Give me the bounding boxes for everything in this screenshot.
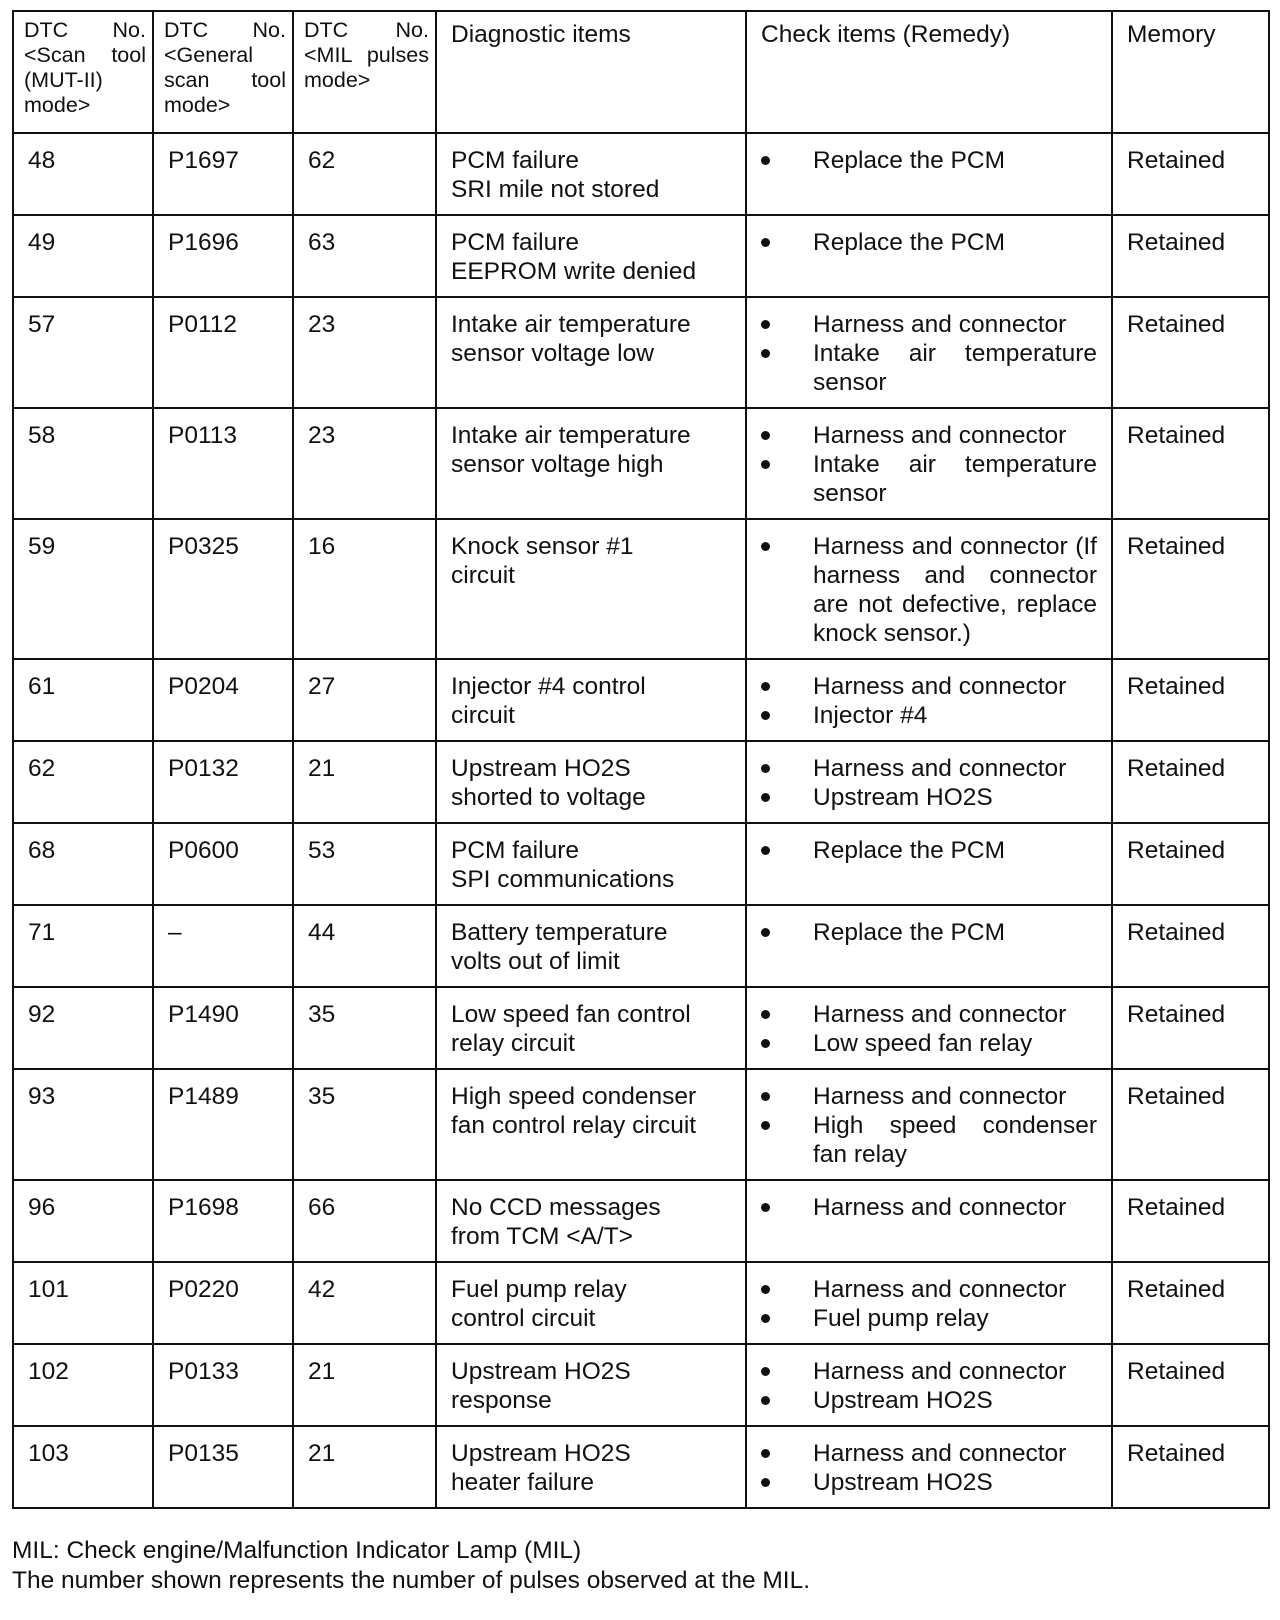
- bullet-icon: [761, 431, 770, 440]
- check-item-text: Injector #4: [813, 702, 928, 729]
- diagnostic-item: [436, 297, 746, 408]
- dtc-mil-pulses: 16: [293, 519, 436, 659]
- check-item-text: Replace the PCM: [813, 229, 1006, 256]
- check-item: [761, 783, 1097, 812]
- memory-status: Retained: [1112, 1426, 1269, 1508]
- check-items: [746, 215, 1112, 297]
- header-general-scan-tool: DTC No. <General scan tool mode>: [153, 11, 293, 133]
- diagnostic-line: relay circuit: [451, 1030, 575, 1057]
- check-item: [761, 1386, 1097, 1415]
- diagnostic-line: EEPROM write denied: [451, 258, 697, 285]
- diagnostic-line: High speed condenser: [451, 1083, 697, 1110]
- diagnostic-line: Upstream HO2S: [451, 1358, 631, 1385]
- bullet-icon: [761, 349, 770, 358]
- dtc-scan-tool-code: 96: [13, 1180, 153, 1262]
- table-row: [13, 823, 1269, 905]
- check-item-text: Harness and connector: [813, 1276, 1067, 1303]
- check-item-text: Low speed fan relay: [813, 1030, 1033, 1057]
- header-diagnostic-items: Diagnostic items: [436, 11, 746, 133]
- check-item: [761, 1000, 1097, 1029]
- dtc-mil-pulses: 63: [293, 215, 436, 297]
- bullet-icon: [761, 928, 770, 937]
- check-item: [761, 918, 1097, 947]
- dtc-mil-pulses: 44: [293, 905, 436, 987]
- check-item-text: Harness and connector: [813, 1194, 1067, 1221]
- check-item-text: Upstream HO2S: [813, 1469, 993, 1496]
- dtc-scan-tool-code: 92: [13, 987, 153, 1069]
- check-list: [761, 1357, 1097, 1415]
- table-row: [13, 519, 1269, 659]
- check-item: [761, 1357, 1097, 1386]
- diagnostic-line: Knock sensor #1: [451, 533, 634, 560]
- check-item-text: Upstream HO2S: [813, 784, 993, 811]
- bullet-icon: [761, 846, 770, 855]
- bullet-icon: [761, 1478, 770, 1487]
- memory-status: Retained: [1112, 1180, 1269, 1262]
- check-list: [761, 1082, 1097, 1169]
- bullet-icon: [761, 320, 770, 329]
- diagnostic-line: Battery temperature: [451, 919, 668, 946]
- dtc-mil-pulses: 23: [293, 408, 436, 519]
- table-row: [13, 1069, 1269, 1180]
- dtc-scan-tool-code: 59: [13, 519, 153, 659]
- memory-status: Retained: [1112, 987, 1269, 1069]
- check-item-text: Harness and connector: [813, 1358, 1067, 1385]
- dtc-mil-pulses: 42: [293, 1262, 436, 1344]
- diagnostic-item: [436, 1069, 746, 1180]
- check-item-text: Harness and connector (If harness and connector are not defective, replace knock sensor.): [813, 533, 1097, 647]
- diagnostic-line: Intake air temperature: [451, 422, 691, 449]
- bullet-icon: [761, 156, 770, 165]
- check-item: [761, 228, 1097, 257]
- dtc-mil-pulses: 53: [293, 823, 436, 905]
- check-item: [761, 1275, 1097, 1304]
- check-items: [746, 1262, 1112, 1344]
- diagnostic-item: [436, 408, 746, 519]
- check-item: [761, 1304, 1097, 1333]
- dtc-scan-tool-code: 62: [13, 741, 153, 823]
- dtc-general-code: P0133: [153, 1344, 293, 1426]
- table-row: [13, 1344, 1269, 1426]
- check-items: [746, 1344, 1112, 1426]
- check-list: [761, 1000, 1097, 1058]
- diagnostic-item: [436, 215, 746, 297]
- dtc-mil-pulses: 35: [293, 1069, 436, 1180]
- table-row: [13, 297, 1269, 408]
- header-row: [13, 11, 1269, 133]
- bullet-icon: [761, 1396, 770, 1405]
- dtc-scan-tool-code: 102: [13, 1344, 153, 1426]
- dtc-general-code: P1696: [153, 215, 293, 297]
- memory-status: Retained: [1112, 905, 1269, 987]
- dtc-general-code: P1489: [153, 1069, 293, 1180]
- check-item-text: Harness and connector: [813, 1001, 1067, 1028]
- bullet-icon: [761, 238, 770, 247]
- bullet-icon: [761, 682, 770, 691]
- table-row: [13, 133, 1269, 215]
- dtc-general-code: P1490: [153, 987, 293, 1069]
- check-items: [746, 905, 1112, 987]
- bullet-icon: [761, 1121, 770, 1130]
- check-item: [761, 1439, 1097, 1468]
- bullet-icon: [761, 1367, 770, 1376]
- diagnostic-line: No CCD messages: [451, 1194, 661, 1221]
- check-item: [761, 1082, 1097, 1111]
- check-list: [761, 1439, 1097, 1497]
- check-item-text: High speed condenser fan relay: [813, 1112, 1097, 1168]
- header-check-items: Check items (Remedy): [746, 11, 1112, 133]
- check-list: [761, 1275, 1097, 1333]
- check-item: [761, 754, 1097, 783]
- dtc-general-code: P0112: [153, 297, 293, 408]
- check-item-text: Replace the PCM: [813, 837, 1006, 864]
- table-row: [13, 741, 1269, 823]
- dtc-general-code: –: [153, 905, 293, 987]
- dtc-scan-tool-code: 71: [13, 905, 153, 987]
- memory-status: Retained: [1112, 823, 1269, 905]
- check-item: [761, 1029, 1097, 1058]
- diagnostic-item: [436, 1344, 746, 1426]
- header-mil-pulses: DTC No. <MIL pulses mode>: [293, 11, 436, 133]
- dtc-scan-tool-code: 101: [13, 1262, 153, 1344]
- check-items: [746, 1426, 1112, 1508]
- table-header: [13, 11, 1269, 133]
- footnote-pulses-note: The number shown represents the number of pulses observed at the MIL.: [12, 1567, 811, 1594]
- diagnostic-line: PCM failure: [451, 837, 579, 864]
- header-memory: Memory: [1112, 11, 1269, 133]
- check-items: [746, 987, 1112, 1069]
- check-item-text: Replace the PCM: [813, 919, 1006, 946]
- check-items: [746, 823, 1112, 905]
- dtc-scan-tool-code: 58: [13, 408, 153, 519]
- check-items: [746, 1069, 1112, 1180]
- check-items: [746, 741, 1112, 823]
- check-item-text: Harness and connector: [813, 1083, 1067, 1110]
- diagnostic-item: [436, 133, 746, 215]
- diagnostic-line: control circuit: [451, 1305, 596, 1332]
- diagnostic-item: [436, 1426, 746, 1508]
- check-item-text: Fuel pump relay: [813, 1305, 989, 1332]
- check-item: [761, 1193, 1097, 1222]
- dtc-scan-tool-code: 57: [13, 297, 153, 408]
- memory-status: Retained: [1112, 741, 1269, 823]
- diagnostic-item: [436, 1262, 746, 1344]
- diagnostic-line: fan control relay circuit: [451, 1112, 697, 1139]
- dtc-mil-pulses: 21: [293, 741, 436, 823]
- table-body: [13, 133, 1269, 1508]
- check-item-text: Intake air temperature sensor: [813, 340, 1097, 396]
- diagnostic-line: Upstream HO2S: [451, 1440, 631, 1467]
- check-list: [761, 754, 1097, 812]
- check-item: [761, 1111, 1097, 1169]
- memory-status: Retained: [1112, 1262, 1269, 1344]
- header-scan-tool: DTC No. <Scan tool (MUT-II) mode>: [13, 11, 153, 133]
- dtc-mil-pulses: 23: [293, 297, 436, 408]
- check-list: [761, 228, 1097, 257]
- check-list: [761, 146, 1097, 175]
- table-row: [13, 408, 1269, 519]
- check-item: [761, 421, 1097, 450]
- diagnostic-line: heater failure: [451, 1469, 595, 1496]
- check-item-text: Harness and connector: [813, 755, 1067, 782]
- dtc-general-code: P1697: [153, 133, 293, 215]
- dtc-mil-pulses: 21: [293, 1344, 436, 1426]
- check-item-text: Harness and connector: [813, 311, 1067, 338]
- bullet-icon: [761, 793, 770, 802]
- check-items: [746, 1180, 1112, 1262]
- diagnostic-line: Fuel pump relay: [451, 1276, 627, 1303]
- bullet-icon: [761, 460, 770, 469]
- check-item-text: Harness and connector: [813, 673, 1067, 700]
- dtc-mil-pulses: 27: [293, 659, 436, 741]
- diagnostic-item: [436, 659, 746, 741]
- check-items: [746, 297, 1112, 408]
- memory-status: Retained: [1112, 1069, 1269, 1180]
- diagnostic-item: [436, 823, 746, 905]
- check-item: [761, 836, 1097, 865]
- bullet-icon: [761, 1092, 770, 1101]
- diagnostic-line: response: [451, 1387, 552, 1414]
- diagnostic-line: Intake air temperature: [451, 311, 691, 338]
- diagnostic-line: circuit: [451, 702, 515, 729]
- table-row: [13, 1426, 1269, 1508]
- footnote-mil-definition: MIL: Check engine/Malfunction Indicator Lamp (MIL): [12, 1537, 582, 1564]
- check-item: [761, 339, 1097, 397]
- table-row: [13, 659, 1269, 741]
- check-item-text: Intake air temperature sensor: [813, 451, 1097, 507]
- check-item: [761, 1468, 1097, 1497]
- diagnostic-item: [436, 987, 746, 1069]
- dtc-scan-tool-code: 48: [13, 133, 153, 215]
- diagnostic-line: from TCM <A/T>: [451, 1223, 633, 1250]
- check-list: [761, 836, 1097, 865]
- bullet-icon: [761, 1039, 770, 1048]
- check-list: [761, 421, 1097, 508]
- diagnostic-item: [436, 519, 746, 659]
- check-list: [761, 672, 1097, 730]
- check-item-text: Harness and connector: [813, 422, 1067, 449]
- check-item: [761, 310, 1097, 339]
- check-items: [746, 519, 1112, 659]
- dtc-general-code: P0220: [153, 1262, 293, 1344]
- diagnostic-item: [436, 1180, 746, 1262]
- bullet-icon: [761, 542, 770, 551]
- diagnostic-line: PCM failure: [451, 229, 579, 256]
- bullet-icon: [761, 1449, 770, 1458]
- table-row: [13, 1262, 1269, 1344]
- diagnostic-item: [436, 905, 746, 987]
- diagnostic-line: SPI communications: [451, 866, 675, 893]
- dtc-scan-tool-code: 49: [13, 215, 153, 297]
- memory-status: Retained: [1112, 1344, 1269, 1426]
- bullet-icon: [761, 1203, 770, 1212]
- memory-status: Retained: [1112, 408, 1269, 519]
- bullet-icon: [761, 711, 770, 720]
- check-item-text: Upstream HO2S: [813, 1387, 993, 1414]
- dtc-mil-pulses: 35: [293, 987, 436, 1069]
- check-list: [761, 1193, 1097, 1222]
- dtc-general-code: P0600: [153, 823, 293, 905]
- diagnostic-line: sensor voltage high: [451, 451, 664, 478]
- memory-status: Retained: [1112, 659, 1269, 741]
- bullet-icon: [761, 1010, 770, 1019]
- memory-status: Retained: [1112, 297, 1269, 408]
- bullet-icon: [761, 764, 770, 773]
- dtc-general-code: P0113: [153, 408, 293, 519]
- diagnostic-line: volts out of limit: [451, 948, 620, 975]
- check-item: [761, 146, 1097, 175]
- check-list: [761, 310, 1097, 397]
- check-item: [761, 532, 1097, 648]
- check-list: [761, 532, 1097, 648]
- check-list: [761, 918, 1097, 947]
- diagnostic-line: SRI mile not stored: [451, 176, 660, 203]
- table-row: [13, 1180, 1269, 1262]
- diagnostic-line: Low speed fan control: [451, 1001, 691, 1028]
- dtc-general-code: P1698: [153, 1180, 293, 1262]
- memory-status: Retained: [1112, 519, 1269, 659]
- check-item-text: Harness and connector: [813, 1440, 1067, 1467]
- diagnostic-line: circuit: [451, 562, 515, 589]
- dtc-general-code: P0132: [153, 741, 293, 823]
- diagnostic-line: sensor voltage low: [451, 340, 654, 367]
- dtc-mil-pulses: 21: [293, 1426, 436, 1508]
- memory-status: Retained: [1112, 133, 1269, 215]
- check-items: [746, 133, 1112, 215]
- check-item-text: Replace the PCM: [813, 147, 1006, 174]
- diagnostic-line: Upstream HO2S: [451, 755, 631, 782]
- dtc-scan-tool-code: 93: [13, 1069, 153, 1180]
- dtc-mil-pulses: 62: [293, 133, 436, 215]
- dtc-general-code: P0204: [153, 659, 293, 741]
- dtc-scan-tool-code: 103: [13, 1426, 153, 1508]
- dtc-scan-tool-code: 68: [13, 823, 153, 905]
- dtc-mil-pulses: 66: [293, 1180, 436, 1262]
- check-item: [761, 701, 1097, 730]
- bullet-icon: [761, 1314, 770, 1323]
- table-row: [13, 987, 1269, 1069]
- dtc-scan-tool-code: 61: [13, 659, 153, 741]
- table-row: [13, 215, 1269, 297]
- diagnostic-line: PCM failure: [451, 147, 579, 174]
- memory-status: Retained: [1112, 215, 1269, 297]
- check-item: [761, 672, 1097, 701]
- dtc-general-code: P0135: [153, 1426, 293, 1508]
- table-row: [13, 905, 1269, 987]
- diagnostic-line: shorted to voltage: [451, 784, 646, 811]
- diagnostic-item: [436, 741, 746, 823]
- check-item: [761, 450, 1097, 508]
- diagnostic-line: Injector #4 control: [451, 673, 646, 700]
- dtc-general-code: P0325: [153, 519, 293, 659]
- dtc-table: [12, 10, 1270, 1509]
- bullet-icon: [761, 1285, 770, 1294]
- check-items: [746, 408, 1112, 519]
- check-items: [746, 659, 1112, 741]
